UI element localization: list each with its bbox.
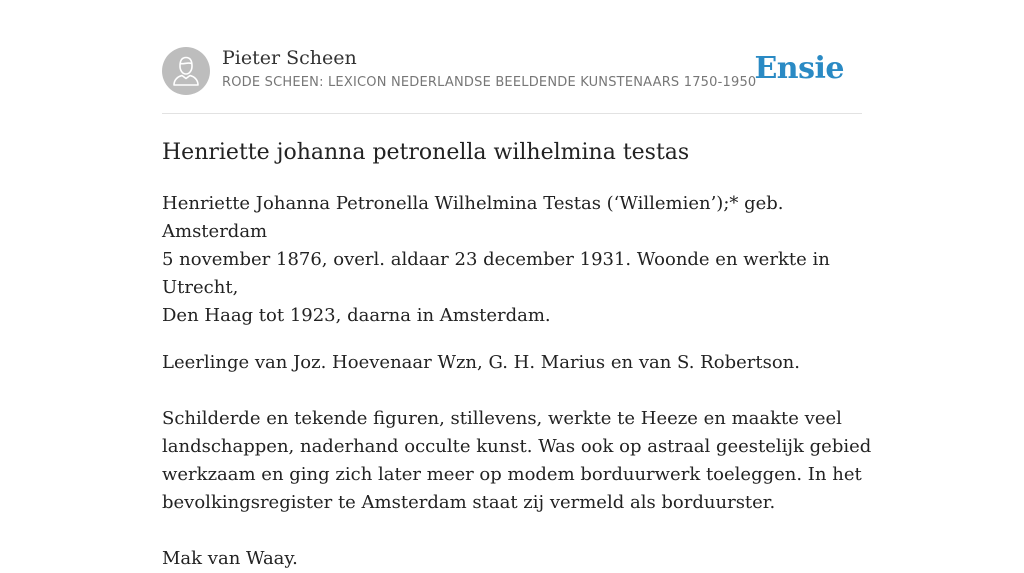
avatar[interactable] <box>162 47 210 95</box>
article-body <box>162 190 872 573</box>
article-paragraph: Leerlinge van Joz. Hoevenaar Wzn, G. H. Marius en van S. Robertson. <box>162 352 800 373</box>
source-title[interactable]: RODE SCHEEN: LEXICON NEDERLANDSE BEELDENDE KUNSTENAARS 1750-1950 <box>222 75 757 90</box>
header <box>162 46 862 96</box>
article-paragraph: Henriette Johanna Petronella Wilhelmina Testas (‘Willemien’);* geb. Amsterdam 5 november 1876, overl. aldaar 23 december 1931. Woonde en werkte in Utrecht, Den Haag tot 1923, daarna in Amsterdam. <box>162 193 830 326</box>
brand-logo[interactable]: Ensie <box>754 51 844 86</box>
article-paragraph: Schilderde en tekende figuren, stillevens, werkte te Heeze en maakte veel landschappen, naderhand occulte kunst. Was ook op astraal geestelijk gebied werkzaam en ging zich later meer op modem borduurwerk toeleggen. In het bevolkingsregister te Amsterdam staat zij vermeld als borduurster. <box>162 408 872 513</box>
author-name[interactable]: Pieter Scheen <box>222 47 357 69</box>
user-silhouette-icon <box>162 47 210 95</box>
header-divider <box>162 113 862 114</box>
article-title: Henriette johanna petronella wilhelmina testas <box>162 140 690 165</box>
article-paragraph: Mak van Waay. <box>162 548 298 569</box>
